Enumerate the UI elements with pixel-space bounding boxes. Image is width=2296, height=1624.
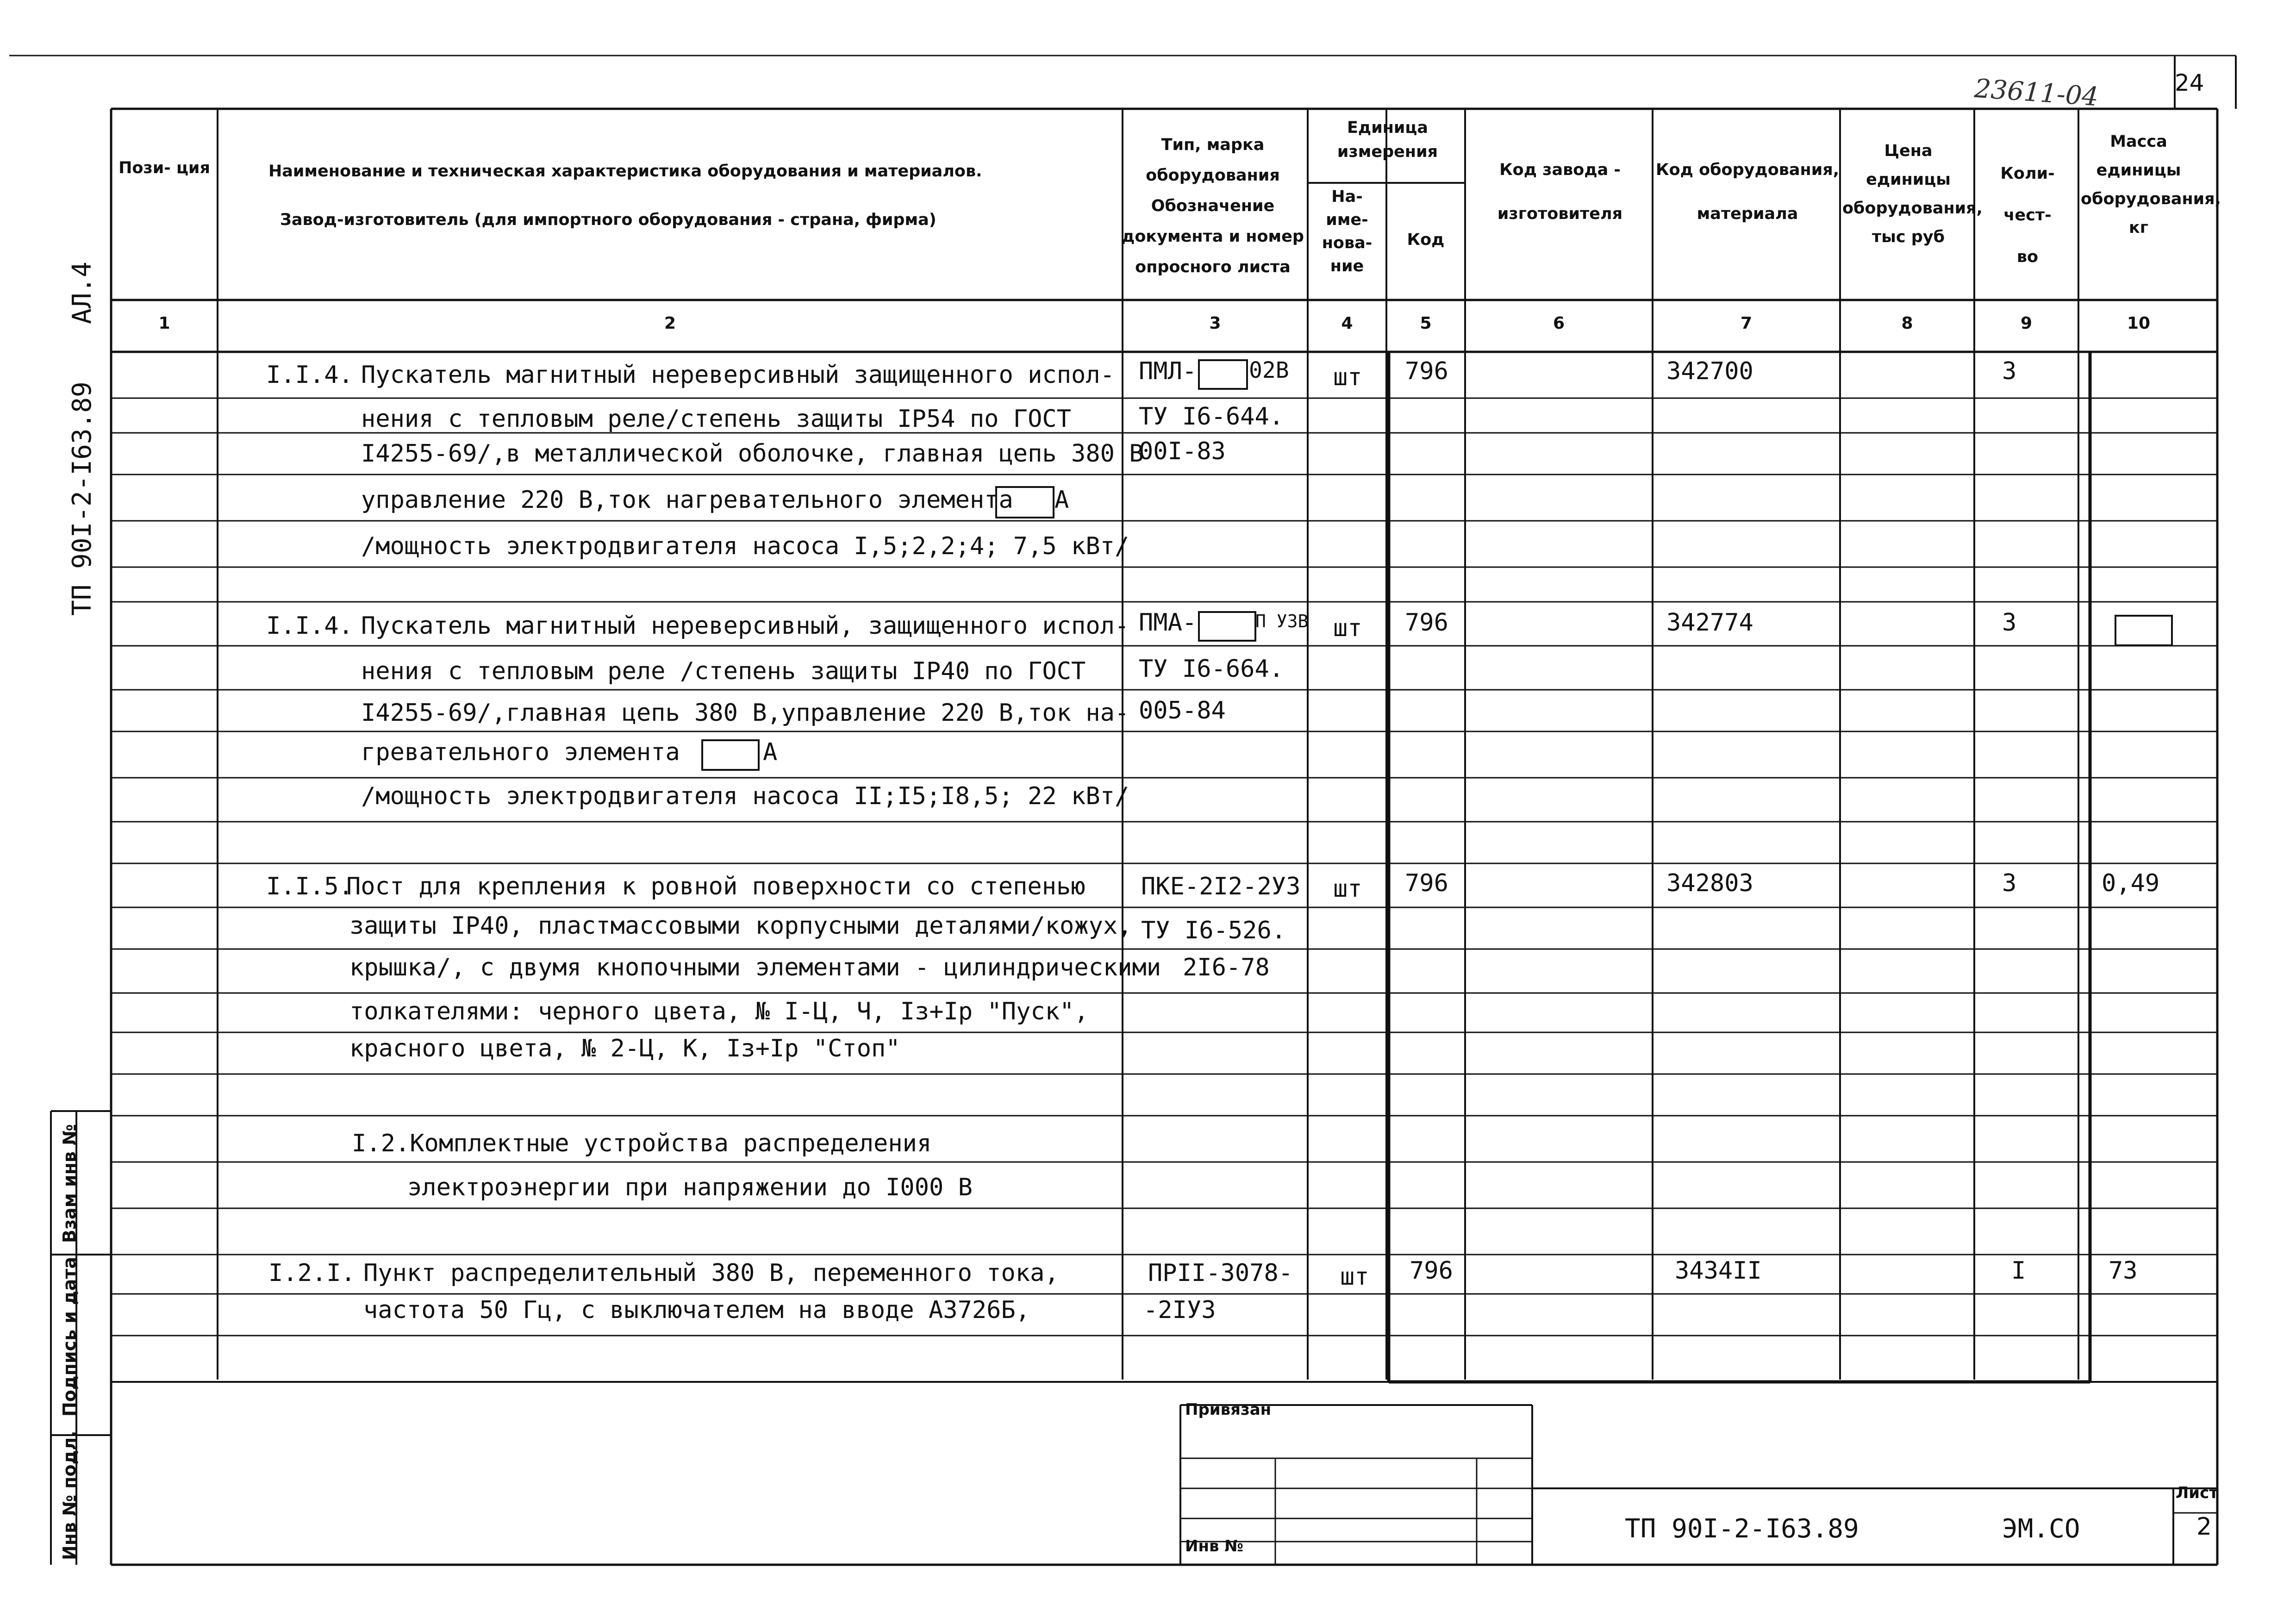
page-number: 24 [2175,69,2204,96]
unit-name: шт [1333,875,1362,903]
equipment-code: 342803 [1666,869,1753,897]
header-mass: Масса единицы оборудования, кг [2081,132,2221,237]
item-description-line: /мощность электродвигателя насоса I,5;2,2;4; 7,5 кВт/ [361,532,1129,560]
type-mark-prefix: ПМЛ- [1139,357,1197,385]
type-document-line: 00I-83 [1139,437,1226,465]
item-position: I.I.4. [266,361,353,389]
equipment-code: 342774 [1666,609,1753,637]
unit-code: 796 [1410,1257,1453,1285]
type-mark-suffix: П У3В [1255,611,1309,631]
column-number: 1 [158,314,170,333]
column-number: 6 [1553,314,1565,333]
title-doc-code: ТП 90I-2-I63.89 [1625,1514,1859,1544]
type-document-line: -2IУ3 [1143,1296,1216,1324]
header-unit-code: Код [1407,231,1445,249]
item-description-line: нения с тепловым реле /степень защиты IP40 по ГОСТ [361,657,1086,685]
side-album-label: АЛ.4 [67,262,97,324]
type-document-line: ТУ I6-526. [1141,917,1286,944]
column-number: 7 [1740,314,1753,333]
stamp-replace-inv: Взам инв № [59,1124,80,1243]
current-value-blank-box [701,739,760,771]
quantity: 3 [2002,357,2017,385]
item-position: I.I.4. [266,612,353,640]
sheet-label: Лист [2176,1484,2218,1502]
unit-code: 796 [1405,357,1448,385]
header-type: Тип, марка оборудования Обозначение документа и номер опросного листа [1122,136,1304,276]
current-unit: А [763,738,778,766]
unit-mass: 0,49 [2102,869,2160,897]
quantity: 3 [2002,869,2017,897]
stamp-signature-date: Подпись и дата [59,1256,80,1417]
item-description-line: частота 50 Гц, с выключателем на вводе А3726Б, [363,1296,1030,1324]
handwritten-sheet-reference: 23611-04 [1973,73,2100,112]
unit-mass: 73 [2109,1257,2138,1285]
type-document-line: 005-84 [1139,697,1226,725]
item-description-line: красного цвета, № 2-Ц, К, Iз+Iр "Стоп" [349,1035,900,1062]
type-document-line: 2I6-78 [1183,954,1270,981]
header-unit: Единица измерения [1337,119,1438,161]
section-heading-line: I.2.Комплектные устройства распределения [352,1130,932,1157]
sheet-number: 2 [2196,1513,2212,1541]
quantity: I [2011,1257,2026,1285]
item-description-line: Пускатель магнитный нереверсивный, защищенного испол- [361,612,1129,640]
item-position: I.2.I. [268,1259,356,1287]
equipment-code: 3434II [1675,1257,1762,1285]
unit-name: шт [1333,614,1362,642]
section-heading-line: электроэнергии при напряжении до I000 В [407,1174,973,1201]
item-description-line: толкателями: черного цвета, № I-Ц, Ч, Iз+Iр "Пуск", [349,998,1089,1025]
attached-label: Привязан [1185,1400,1272,1419]
header-quantity: Коли- чест- во [2000,164,2055,266]
type-document-line: ТУ I6-664. [1139,655,1284,683]
column-number: 5 [1420,314,1432,333]
current-value-blank-box [995,486,1054,518]
header-position: Пози- ция [119,159,210,177]
item-description-line: I4255-69/,главная цепь 380 В,управление 220 В,ток на- [361,699,1129,727]
column-number: 4 [1341,314,1353,333]
item-description-line: I4255-69/,в металлической оболочке, главная цепь 380 В [361,440,1144,468]
item-description-line: Пункт распределительный 380 В, переменного тока, [363,1259,1059,1287]
item-description-line: Пост для крепления к ровной поверхности со степенью [346,873,1086,900]
stamp-inv-original: Инв № подл. [59,1430,80,1560]
unit-code: 796 [1405,609,1448,637]
mass-blank-box [2115,615,2173,646]
column-number: 9 [2020,314,2033,333]
item-description-line: защиты IP40, пластмассовыми корпусными деталями/кожух, [349,912,1132,940]
item-description-line: крышка/, с двумя кнопочными элементами - цилиндрическими [349,954,1161,981]
header-factory-code: Код завода - изготовителя [1497,161,1623,223]
type-document-line: ПРII-3078- [1148,1259,1293,1287]
type-mark-suffix: 02В [1249,357,1289,383]
header-unit-name: На- име- нова- ние [1322,187,1373,275]
unit-name: шт [1340,1263,1369,1291]
item-description-line: гревательного элемента [361,738,680,766]
item-description-line: Пускатель магнитный нереверсивный защищенного испол- [361,361,1115,389]
column-number: 10 [2127,314,2151,333]
column-number: 3 [1209,314,1221,333]
title-doc-suffix: ЭМ.СО [2002,1514,2080,1544]
unit-name: шт [1333,363,1362,391]
item-description-line: /мощность электродвигателя насоса II;I5;I8,5; 22 кВт/ [361,782,1129,810]
header-name-line1: Наименование и техническая характеристика оборудования и материалов. [268,162,982,181]
header-equipment-code: Код оборудования, материала [1655,161,1840,223]
equipment-code: 342700 [1666,357,1753,385]
type-mark-blank-box [1198,611,1256,642]
type-mark-prefix: ПМА- [1139,609,1197,637]
item-description-line: нения с тепловым реле/степень защиты IP54 по ГОСТ [361,405,1072,433]
current-unit: А [1054,486,1069,514]
header-name-line2: Завод-изготовитель (для импортного оборудования - страна, фирма) [280,211,936,229]
inventory-number-label: Инв № [1185,1537,1244,1555]
column-number: 8 [1901,314,1913,333]
type-mark-blank-box [1198,359,1248,390]
header-price: Цена единицы оборудования, тыс руб [1842,142,1983,246]
side-doc-code: ТП 90I-2-I63.89 [67,381,97,616]
item-description-line: управление 220 В,ток нагревательного элемента [361,486,1013,514]
item-position: I.I.5. [266,873,353,900]
unit-code: 796 [1405,869,1448,897]
type-document-line: ПКЕ-2I2-2У3 [1141,873,1301,900]
column-number: 2 [664,314,676,333]
type-document-line: ТУ I6-644. [1139,403,1284,431]
quantity: 3 [2002,609,2017,637]
